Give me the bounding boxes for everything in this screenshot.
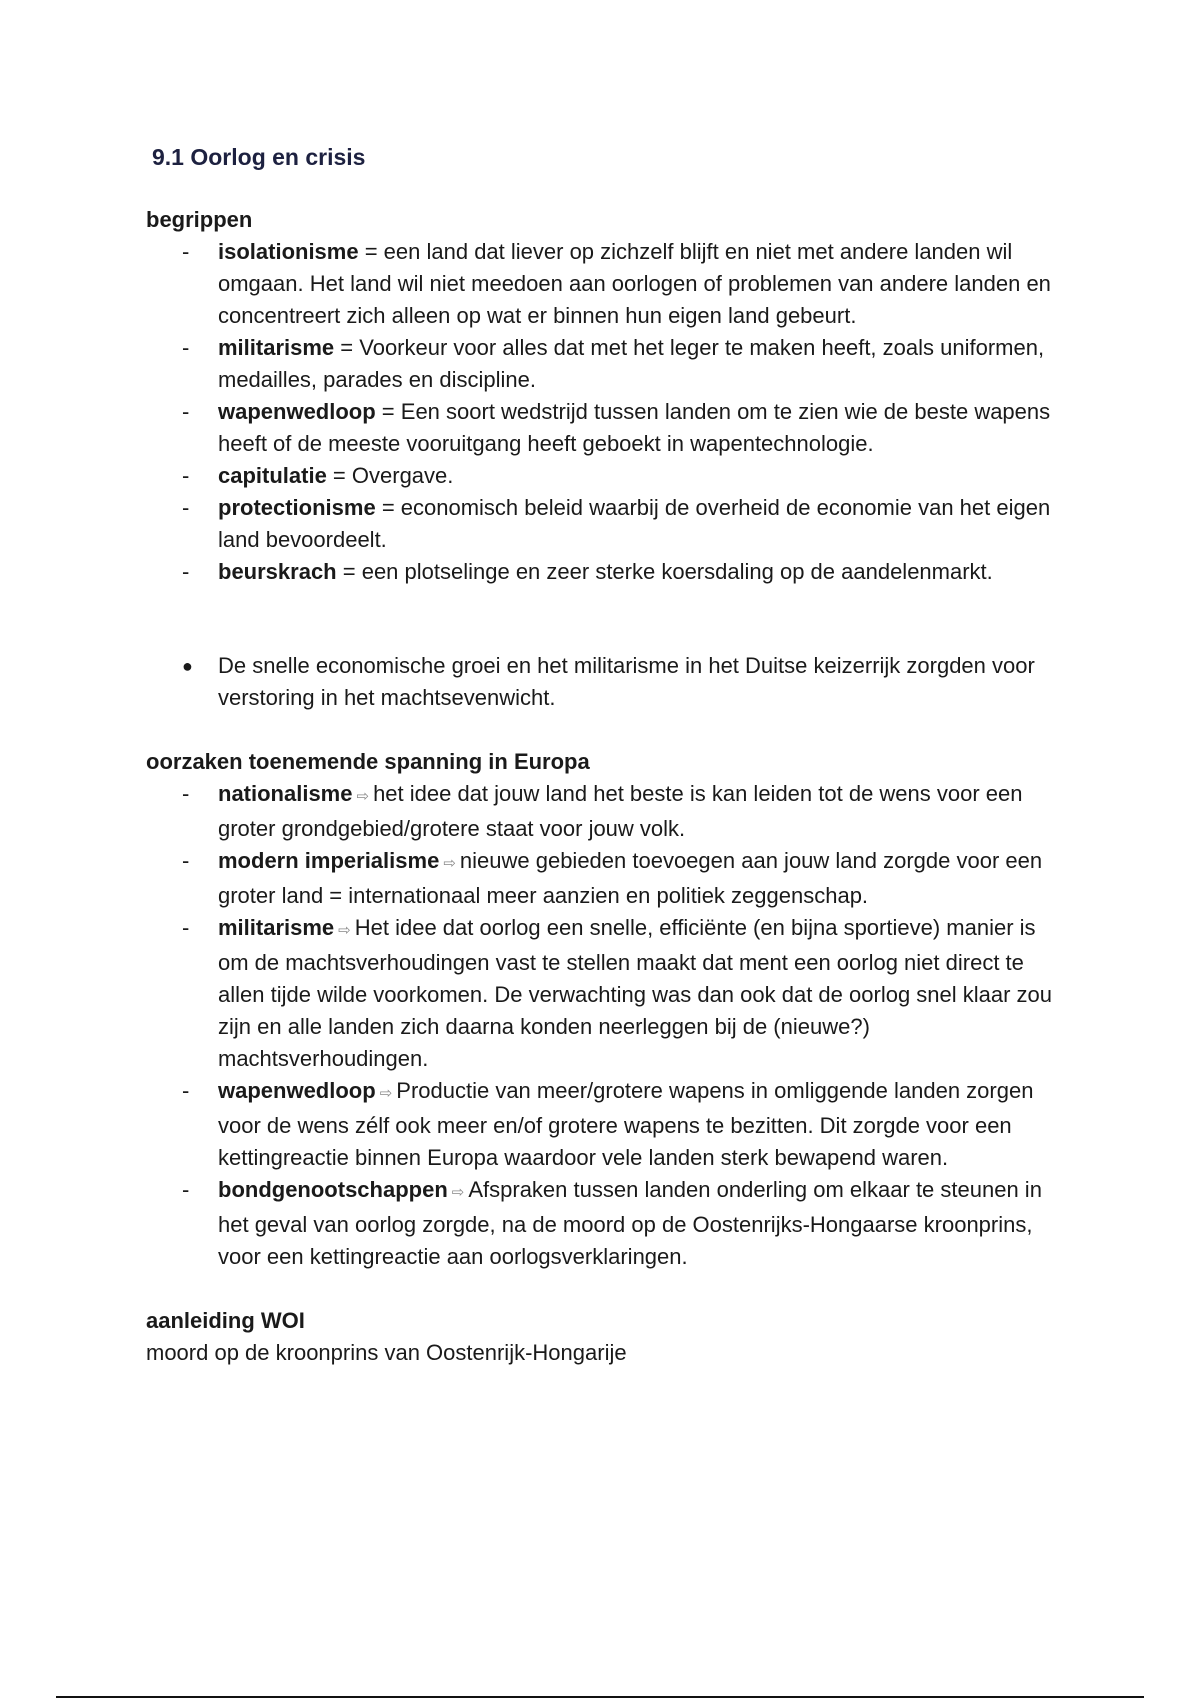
section-heading-aanleiding: aanleiding WOI: [146, 1308, 305, 1333]
term: wapenwedloop: [218, 399, 376, 424]
dash-marker: -: [182, 239, 190, 264]
definition: nieuwe gebieden toevoegen aan jouw land zorgde voor een groter land = internationaal meer aanzien en politiek zeggenschap.: [218, 848, 1043, 908]
list-item: [146, 912, 1066, 1075]
definition: Overgave.: [351, 463, 454, 488]
oorzaken-list: [146, 778, 1066, 1273]
document-page: [146, 142, 1066, 1369]
dash-marker: -: [182, 848, 190, 873]
dash-marker: -: [182, 915, 190, 940]
begrippen-list: [146, 236, 1066, 588]
list-item: - capitulatie = Overgave.: [146, 460, 1066, 492]
definition: een land dat liever op zichzelf blijft en niet met andere landen wil omgaan. Het land wil niet meedoen aan oorlogen of problemen van andere landen en concentreert zich alleen op wat er binnen hun eigen land gebeurt.: [218, 239, 1051, 328]
arrow-icon: ⇨: [356, 788, 370, 805]
term: bondgenootschappen: [218, 1177, 448, 1202]
term: beurskrach: [218, 559, 337, 584]
dash-marker: -: [182, 559, 190, 584]
definition: Voorkeur voor alles dat met het leger te maken heeft, zoals uniformen, medailles, parades en discipline.: [218, 335, 1045, 392]
term: militarisme: [218, 915, 335, 940]
dash-marker: -: [182, 495, 190, 520]
term: modern imperialisme: [218, 848, 440, 873]
arrow-icon: ⇨: [379, 1085, 393, 1102]
list-item: [146, 845, 1066, 912]
dash-marker: -: [182, 399, 190, 424]
term: nationalisme: [218, 781, 353, 806]
bullet-text: De snelle economische groei en het militarisme in het Duitse keizerrijk zorgden voor verstoring in het machtsevenwicht.: [218, 653, 1035, 710]
arrow-icon: ⇨: [443, 855, 456, 872]
dash-marker: -: [182, 1177, 190, 1202]
term: militarisme: [218, 335, 335, 360]
term: wapenwedloop: [218, 1078, 376, 1103]
definition: Productie van meer/grotere wapens in omliggende landen zorgen voor de wens zélf ook meer en/of grotere wapens te bezitten. Dit zorgde voor een kettingreactie binnen Europa waardoor vele landen sterk bewapend waren.: [218, 1078, 1034, 1170]
definition: een plotselinge en zeer sterke koersdaling op de aandelenmarkt.: [361, 559, 993, 584]
bullet-list: [146, 650, 1066, 714]
bullet-marker: ●: [182, 656, 193, 676]
definition: het idee dat jouw land het beste is kan leiden tot de wens voor een groter grondgebied/grotere staat voor jouw volk.: [218, 781, 1023, 841]
definition: Afspraken tussen landen onderling om elkaar te steunen in het geval van oorlog zorgde, na de moord op de Oostenrijks-Hongaarse kroonprins, voor een kettingreactie aan oorlogsverklaringen.: [218, 1177, 1042, 1269]
dash-marker: -: [182, 781, 190, 806]
definition: economisch beleid waarbij de overheid de economie van het eigen land bevoordeelt.: [218, 495, 1051, 552]
aanleiding-text: moord op de kroonprins van Oostenrijk-Hongarije: [146, 1340, 627, 1365]
arrow-icon: ⇨: [338, 922, 351, 939]
list-item: [146, 650, 1066, 714]
dash-marker: -: [182, 463, 190, 488]
term: isolationisme: [218, 239, 359, 264]
dash-marker: -: [182, 335, 190, 360]
definition: Het idee dat oorlog een snelle, efficiënte (en bijna sportieve) manier is om de machtsverhoudingen vast te stellen maakt dat ment een oorlog niet direct te allen tijde wilde voorkomen. De verwachting was dan ook dat de oorlog snel klaar zou zijn en alle landen zich daarna konden neerleggen bij de (nieuwe?) machtsverhoudingen.: [218, 915, 1053, 1071]
list-item: [146, 778, 1066, 845]
list-item: [146, 1075, 1066, 1174]
definition: Een soort wedstrijd tussen landen om te zien wie de beste wapens heeft of de meeste vooruitgang heeft geboekt in wapentechnologie.: [218, 399, 1051, 456]
page-title: 9.1 Oorlog en crisis: [152, 144, 366, 170]
section-heading-begrippen: begrippen: [146, 207, 253, 232]
list-item: - wapenwedloop = Een soort wedstrijd tussen landen om te zien wie de beste wapens heeft of de meeste vooruitgang heeft geboekt in wapentechnologie.: [146, 396, 1066, 460]
list-item: [146, 1174, 1066, 1273]
footer-divider: [56, 1696, 1144, 1698]
term: capitulatie: [218, 463, 327, 488]
section-heading-oorzaken: oorzaken toenemende spanning in Europa: [146, 749, 590, 774]
term: protectionisme: [218, 495, 376, 520]
dash-marker: -: [182, 1078, 190, 1103]
list-item: - isolationisme = een land dat liever op zichzelf blijft en niet met andere landen wil omgaan. Het land wil niet meedoen aan oorlogen of problemen van andere landen en concentreert zich alleen op wat er binnen hun eigen land gebeurt.: [146, 236, 1066, 332]
list-item: - beurskrach = een plotselinge en zeer sterke koersdaling op de aandelenmarkt.: [146, 556, 1066, 588]
list-item: - militarisme = Voorkeur voor alles dat met het leger te maken heeft, zoals uniformen, medailles, parades en discipline.: [146, 332, 1066, 396]
arrow-icon: ⇨: [451, 1184, 465, 1201]
list-item: - protectionisme = economisch beleid waarbij de overheid de economie van het eigen land bevoordeelt.: [146, 492, 1066, 556]
